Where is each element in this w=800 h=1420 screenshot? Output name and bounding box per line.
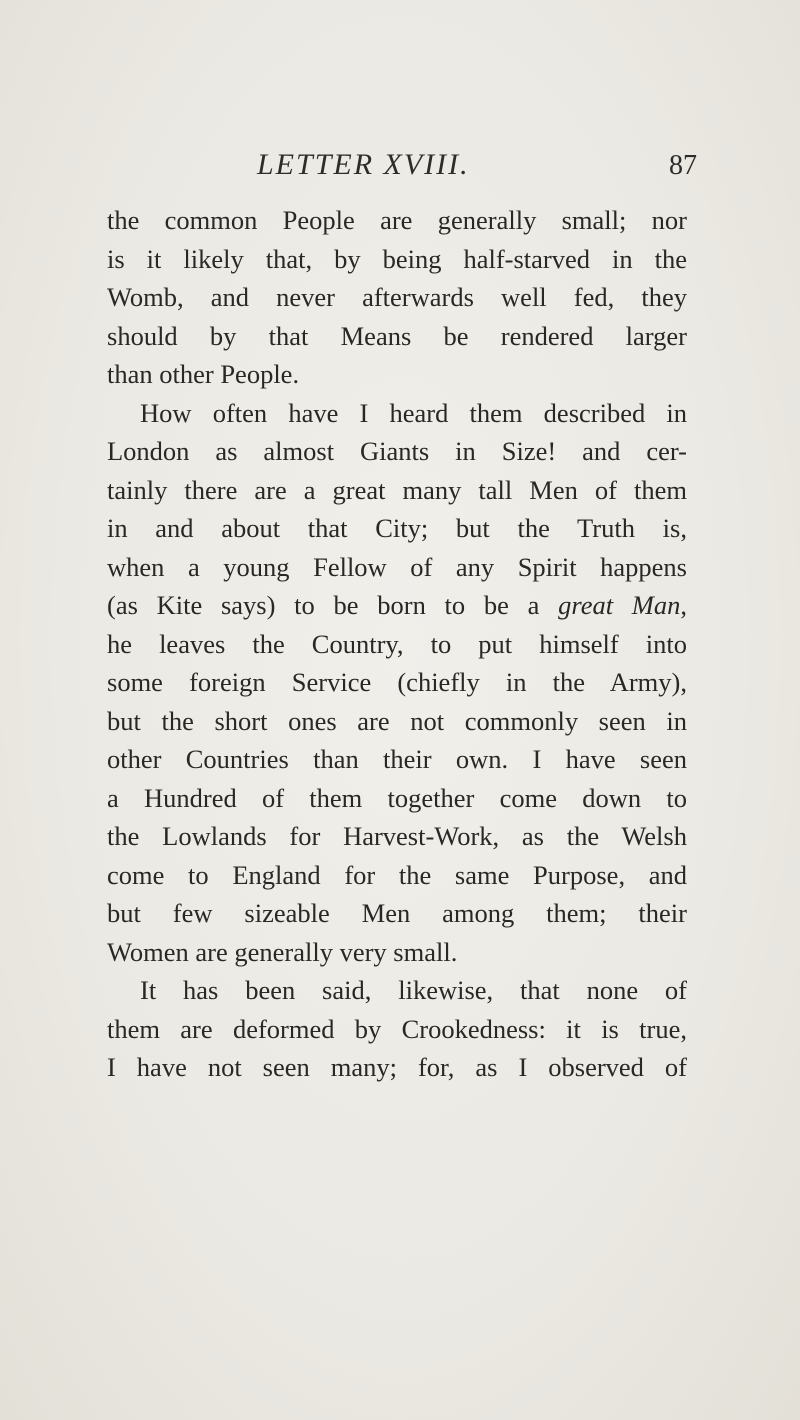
text-line: It has been said, likewise, that none of	[140, 975, 687, 1005]
page-number: 87	[669, 150, 697, 181]
text-line: Womb, and never afterwards well fed, they	[107, 282, 687, 312]
text-line: than other People.	[107, 359, 300, 389]
text-line: the Lowlands for Harvest-Work, as the Welsh	[107, 821, 687, 851]
text-line: Women are generally very small.	[107, 936, 458, 967]
text-line: I have not seen many; for, as I observed of	[107, 1052, 687, 1082]
text-line: should by that Means be rendered larger	[107, 320, 687, 351]
text-line: them are deformed by Crookedness: it is true,	[107, 1013, 687, 1044]
text-line: but the short ones are not commonly seen in	[107, 705, 687, 736]
text-line: but few sizeable Men among them; their	[107, 898, 687, 928]
running-head	[0, 148, 800, 188]
text-line: come to England for the same Purpose, and	[107, 859, 687, 890]
text-segment: ,	[680, 590, 688, 620]
text-line: he leaves the Country, to put himself into	[107, 628, 687, 659]
text-line: the common People are generally small; nor	[107, 205, 687, 235]
text-line: when a young Fellow of any Spirit happens	[107, 551, 687, 582]
running-title: LETTER XVIII.	[257, 148, 470, 181]
text-line: is it likely that, by being half-starved in the	[107, 243, 687, 274]
text-line: a Hundred of them together come down to	[107, 782, 687, 813]
text-line: London as almost Giants in Size! and cer-	[107, 436, 687, 466]
italic-phrase: great Man	[558, 590, 681, 620]
text-segment: (as Kite says) to be born to be a	[107, 590, 559, 620]
text-line-with-italic	[107, 586, 687, 625]
text-line: tainly there are a great many tall Men of them	[107, 474, 687, 505]
text-line: How often have I heard them described in	[140, 397, 687, 428]
text-line: some foreign Service (chiefly in the Army),	[107, 667, 687, 697]
body-text	[107, 201, 687, 1087]
text-line: other Countries than their own. I have seen	[107, 744, 687, 774]
text-line: in and about that City; but the Truth is,	[107, 513, 687, 543]
